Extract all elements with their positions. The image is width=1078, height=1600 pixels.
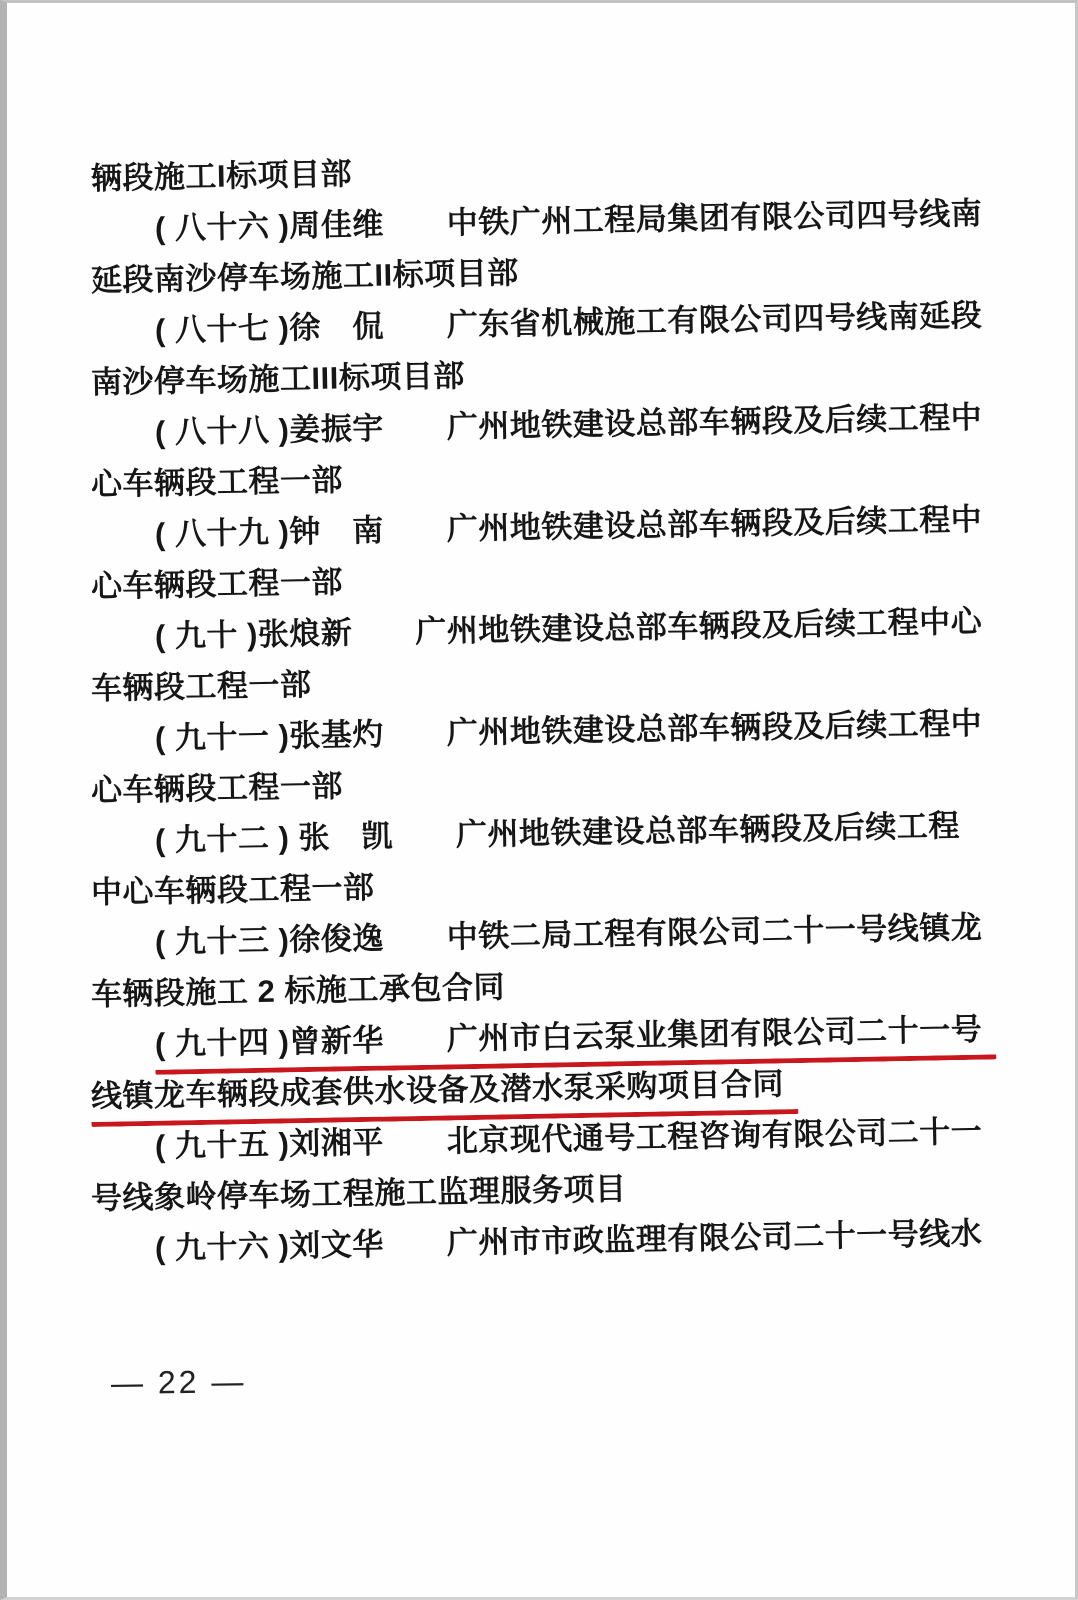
red-underlined-text: ( 九十四 )曾新华 广州市白云泵业集团有限公司二十一号 [155, 1003, 997, 1074]
text-line: 车辆段工程一部 [90, 666, 312, 706]
text-line: 辆段施工I标项目部 [90, 156, 353, 196]
text-line: ( 九十五 )刘湘平 北京现代通号工程咨询有限公司二十一 [154, 1113, 983, 1164]
text-line: ( 八十六 )周佳维 中铁广州工程局集团有限公司四号线南 [154, 195, 983, 246]
text-line: 号线象岭停车场工程施工监理服务项目 [90, 1171, 627, 1216]
text-line: ( 八十八 )姜振宇 广州地铁建设总部车辆段及后续工程中 [154, 399, 983, 450]
text-line: 心车辆段工程一部 [90, 564, 344, 604]
text-line: 心车辆段工程一部 [90, 768, 344, 808]
text-line: 心车辆段工程一部 [90, 462, 344, 502]
text-line: 南沙停车场施工III标项目部 [90, 358, 466, 400]
text-line: ( 九十二 ) 张 凯 广州地铁建设总部车辆段及后续工程 [154, 808, 961, 858]
text-line: ( 八十七 )徐 侃 广东省机械施工有限公司四号线南延段 [154, 297, 983, 348]
text-line: ( 九十三 )徐俊逸 中铁二局工程有限公司二十一号线镇龙 [154, 909, 983, 960]
text-line: ( 八十九 )钟 南 广州地铁建设总部车辆段及后续工程中 [154, 501, 983, 552]
text-line: 延段南沙停车场施工II标项目部 [90, 255, 519, 298]
page-number: — 22 — [110, 1363, 247, 1401]
text-line: 车辆段施工 2 标施工承包合同 [90, 969, 506, 1012]
document-lines [91, 153, 1031, 1275]
text-line: ( 九十一 )张基灼 广州地铁建设总部车辆段及后续工程中 [154, 705, 983, 756]
text-line: 中心车辆段工程一部 [90, 869, 375, 910]
red-underlined-text: 线镇龙车辆段成套供水设备及潜水泵采购项目合同 [91, 1058, 799, 1127]
text-line: ( 九十 )张烺新 广州地铁建设总部车辆段及后续工程中心 [154, 603, 983, 654]
text-line: ( 九十六 )刘文华 广州市市政监理有限公司二十一号线水 [154, 1215, 983, 1266]
